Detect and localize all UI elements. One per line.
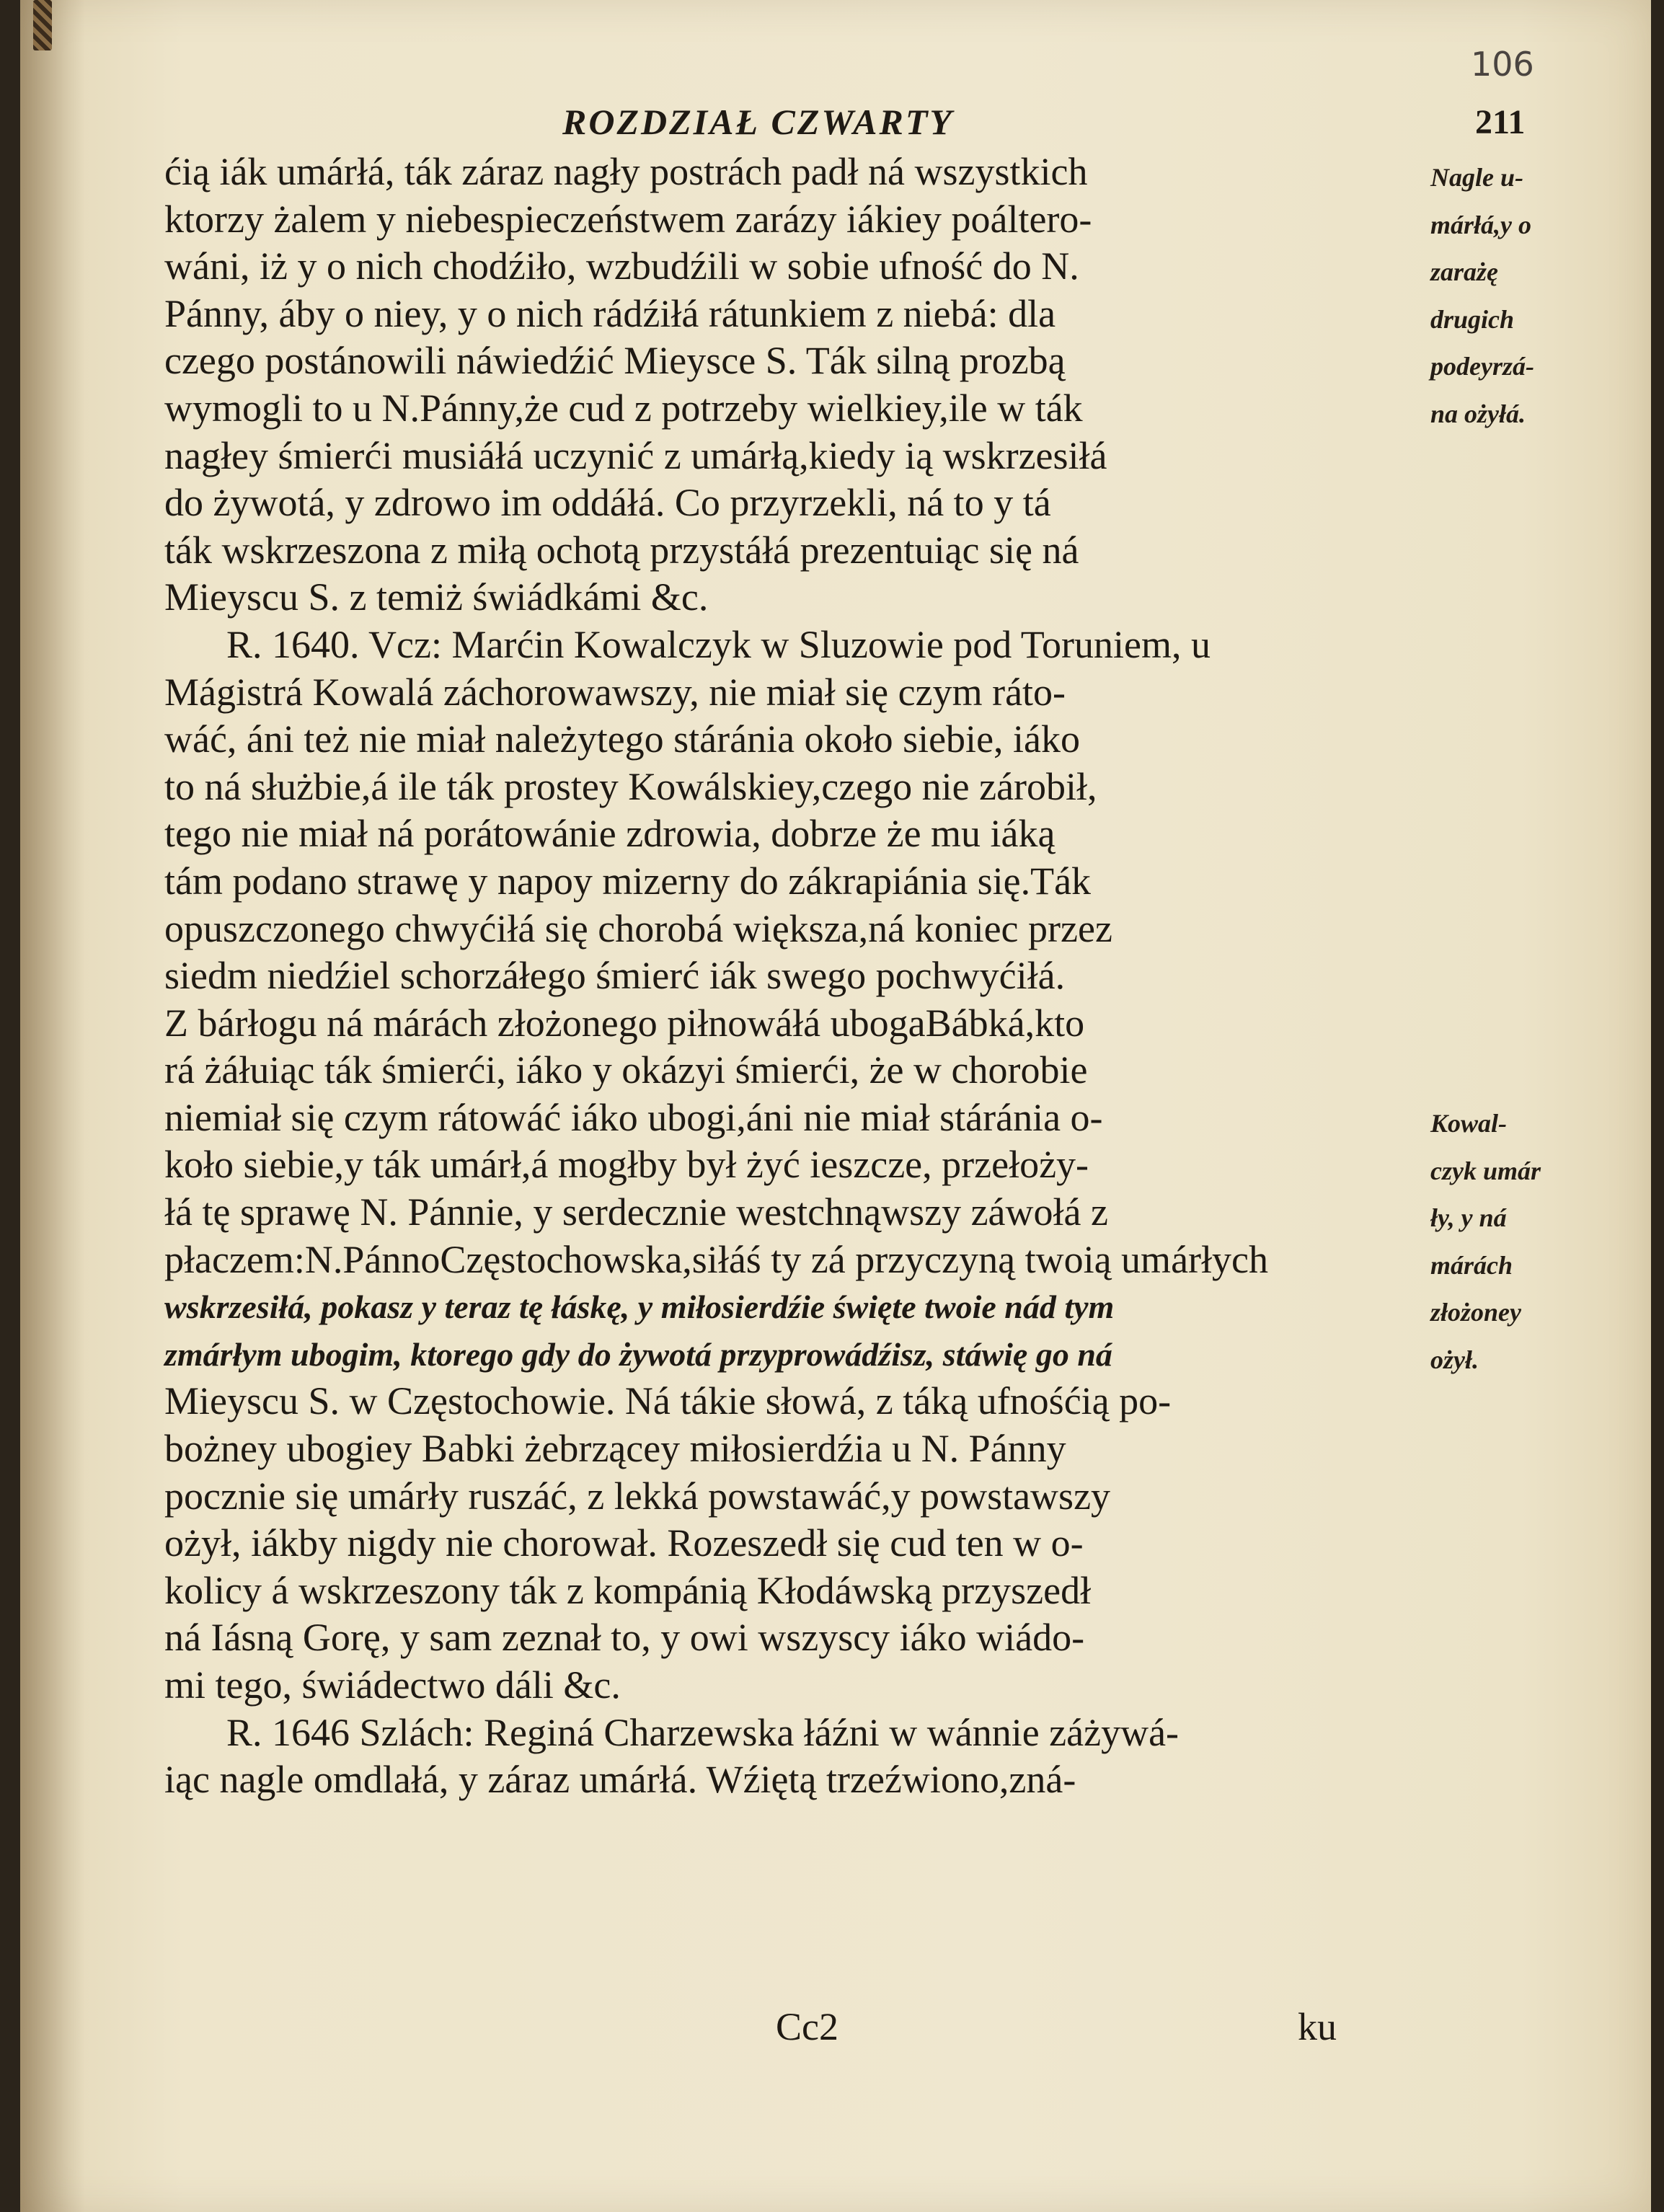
margin-note-line: zarażę [1430, 257, 1499, 287]
margin-note-line: na ożyłá. [1430, 399, 1526, 428]
text-line: R. 1640. Vcz: Marćin Kowalczyk w Sluzowie pod Toruniem, u [226, 622, 1211, 666]
pencil-folio-number: 106 [1471, 45, 1534, 84]
text-line: wáć, áni też nie miał należytego stáránia około siebie, iáko [164, 717, 1081, 761]
text-line: zmárłym ubogim, ktorego gdy do żywotá przyprowádźisz, stáwię go ná [164, 1335, 1112, 1373]
text-line: R. 1646 Szlách: Reginá Charzewska łáźni w wánnie záżywá- [226, 1710, 1180, 1754]
text-line: płaczem:N.PánnoCzęstochowska,siłáś ty zá przyczyną twoią umárłych [164, 1237, 1268, 1281]
text-line: wáni, iż y o nich chodźiło, wzbudźili w sobie ufność do N. [164, 244, 1079, 288]
text-line: mi tego, świádectwo dáli &c. [164, 1663, 621, 1707]
running-head: ROZDZIAŁ CZWARTY [562, 102, 954, 142]
text-line: Mieyscu S. w Częstochowie. Ná tákie słowá, z táką ufnośćią po- [164, 1379, 1172, 1423]
text-line: ktorzy żalem y niebespieczeństwem zarázy iákiey poáltero- [164, 197, 1092, 241]
body-text [164, 149, 1412, 1804]
text-line: tego nie miał ná porátowánie zdrowia, dobrze że mu iáką [164, 812, 1056, 856]
text-line: czego postánowili náwiedźić Mieysce S. Ták silną prozbą [164, 339, 1066, 383]
margin-note-line: złożoney [1430, 1298, 1521, 1327]
text-line: iąc nagle omdlałá, y záraz umárłá. Wźiętą trzeźwiono,zná- [164, 1758, 1076, 1802]
text-line: nagłey śmierći musiáłá uczynić z umárłą,kiedy ią wskrzesiłá [164, 433, 1107, 477]
text-line: ták wskrzeszona z miłą ochotą przystáłá prezentuiąc się ná [164, 528, 1079, 572]
margin-note-line: ły, y ná [1430, 1203, 1507, 1233]
text-line: Z bárłogu ná márách złożonego piłnowáłá ubogaBábká,kto [164, 1001, 1085, 1045]
catchword: ku [1298, 2005, 1337, 2048]
text-line: ná Iásną Gorę, y sam zeznał to, y owi wszyscy iáko wiádo- [164, 1616, 1085, 1660]
text-line: Pánny, áby o niey, y o nich rádźiłá rátunkiem z niebá: dla [164, 291, 1056, 335]
page-gutter-shadow [20, 0, 85, 2212]
text-line: niemiał się czym rátowáć iáko ubogi,áni nie miał stáránia o- [164, 1095, 1103, 1139]
text-line: wymogli to u N.Pánny,że cud z potrzeby wielkiey,ile w ták [164, 386, 1083, 430]
text-line: siedm niedźiel schorzáłego śmierć iák swego pochwyćiłá. [164, 954, 1066, 998]
text-line: pocznie się umárły ruszáć, z lekká powstawáć,y powstawszy [164, 1474, 1111, 1518]
text-line: Mieyscu S. z temiż świádkámi &c. [164, 575, 709, 619]
text-line: łá tę sprawę N. Pánnie, y serdecznie westchnąwszy záwołá z [164, 1190, 1108, 1234]
margin-note-line: drugich [1430, 304, 1515, 334]
text-line: opuszczonego chwyćiłá się chorobá większa,ná koniec przez [164, 906, 1112, 950]
margin-note-2 [1430, 1100, 1575, 1384]
binding-thread [33, 0, 52, 50]
text-line: do żywotá, y zdrowo im oddáłá. Co przyrzekli, ná to y tá [164, 481, 1051, 525]
signature-mark: Cc2 [776, 2005, 838, 2048]
margin-note-line: márách [1430, 1250, 1513, 1280]
text-line: ożył, iákby nigdy nie chorował. Rozeszedł się cud ten w o- [164, 1521, 1084, 1565]
margin-note-line: Kowal- [1430, 1109, 1508, 1138]
text-line: wskrzesiłá, pokasz y teraz tę łáskę, y miłosierdźie święte twoie nád tym [164, 1288, 1115, 1326]
text-line: to ná służbie,á ile ták prostey Kowálskiey,czego nie zárobił, [164, 764, 1097, 808]
margin-note-line: Nagle u- [1430, 163, 1523, 192]
text-line: tám podano strawę y napoy mizerny do zákrapiánia się.Ták [164, 859, 1092, 903]
margin-note-line: márłá,y o [1430, 210, 1531, 239]
margin-note-line: podeyrzá- [1430, 352, 1534, 381]
text-line: bożney ubogiey Babki żebrzącey miłosierdźia u N. Pánny [164, 1427, 1066, 1471]
margin-note-1 [1430, 154, 1575, 438]
text-line: rá żáłuiąc ták śmierći, iáko y okázyi śmierći, że w chorobie [164, 1048, 1088, 1092]
margin-note-line: ożył. [1430, 1345, 1479, 1374]
text-line: kolicy á wskrzeszony ták z kompánią Kłodáwską przyszedł [164, 1568, 1092, 1612]
margin-note-line: czyk umár [1430, 1156, 1541, 1185]
text-line: koło siebie,y ták umárł,á mogłby był żyć ieszcze, przełoży- [164, 1143, 1089, 1187]
text-line: ćią iák umárłá, ták záraz nagły postrách padł ná wszystkich [164, 150, 1088, 193]
text-line: Mágistrá Kowalá záchorowawszy, nie miał się czym ráto- [164, 670, 1066, 714]
page-number: 211 [1475, 103, 1526, 141]
